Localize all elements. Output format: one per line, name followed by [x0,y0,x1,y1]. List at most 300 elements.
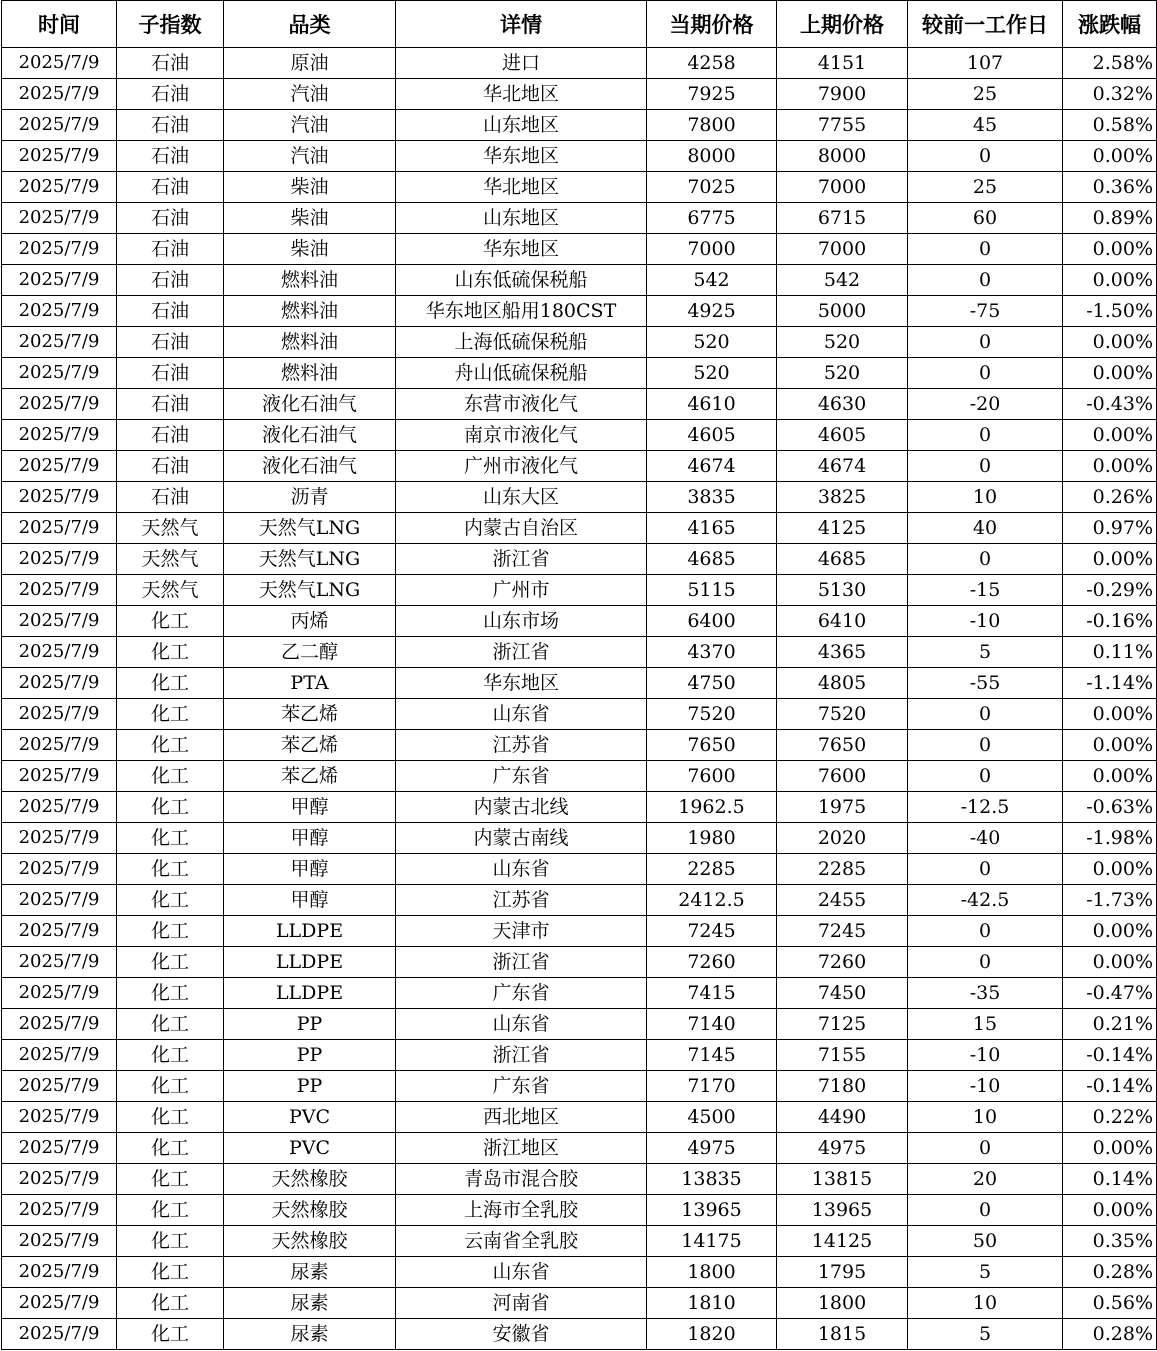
cell-previous-price: 13965 [777,1195,908,1226]
cell-change-pct: 0.00% [1063,761,1157,792]
cell-detail: 江苏省 [396,885,647,916]
cell-sub-index: 化工 [117,885,224,916]
cell-time: 2025/7/9 [2,1288,117,1319]
cell-change: -10 [908,1071,1063,1102]
header-detail: 详情 [396,1,647,48]
cell-sub-index: 石油 [117,234,224,265]
cell-change: 0 [908,761,1063,792]
cell-time: 2025/7/9 [2,885,117,916]
cell-change-pct: 0.56% [1063,1288,1157,1319]
table-row [2,389,1157,420]
table-row [2,1195,1157,1226]
cell-detail: 广东省 [396,978,647,1009]
cell-previous-price: 7125 [777,1009,908,1040]
table-row [2,668,1157,699]
table-row [2,792,1157,823]
cell-change-pct: 0.00% [1063,947,1157,978]
cell-category: 燃料油 [224,358,396,389]
cell-change-pct: 0.28% [1063,1319,1157,1350]
cell-detail: 浙江省 [396,544,647,575]
cell-detail: 天津市 [396,916,647,947]
cell-change-pct: 0.97% [1063,513,1157,544]
table-row [2,482,1157,513]
table-row [2,234,1157,265]
cell-previous-price: 4365 [777,637,908,668]
cell-sub-index: 石油 [117,451,224,482]
cell-change: 20 [908,1164,1063,1195]
cell-time: 2025/7/9 [2,141,117,172]
cell-change-pct: 0.00% [1063,451,1157,482]
cell-sub-index: 化工 [117,606,224,637]
cell-sub-index: 化工 [117,637,224,668]
cell-category: 液化石油气 [224,451,396,482]
cell-category: 天然气LNG [224,544,396,575]
cell-previous-price: 6410 [777,606,908,637]
cell-sub-index: 石油 [117,172,224,203]
cell-time: 2025/7/9 [2,668,117,699]
header-sub-index: 子指数 [117,1,224,48]
table-row [2,1319,1157,1350]
cell-change-pct: -0.14% [1063,1040,1157,1071]
cell-detail: 华东地区船用180CST [396,296,647,327]
cell-current-price: 1980 [647,823,777,854]
cell-time: 2025/7/9 [2,947,117,978]
cell-sub-index: 石油 [117,327,224,358]
cell-change: 5 [908,1257,1063,1288]
cell-previous-price: 3825 [777,482,908,513]
cell-category: 燃料油 [224,296,396,327]
cell-category: PP [224,1040,396,1071]
table-row [2,110,1157,141]
cell-sub-index: 石油 [117,265,224,296]
cell-time: 2025/7/9 [2,482,117,513]
table-row [2,203,1157,234]
cell-sub-index: 化工 [117,1133,224,1164]
cell-change-pct: 0.89% [1063,203,1157,234]
cell-time: 2025/7/9 [2,699,117,730]
cell-category: 丙烯 [224,606,396,637]
cell-current-price: 7145 [647,1040,777,1071]
cell-detail: 内蒙古北线 [396,792,647,823]
table-row [2,1133,1157,1164]
cell-change: 0 [908,451,1063,482]
cell-time: 2025/7/9 [2,761,117,792]
table-row [2,513,1157,544]
table-row [2,544,1157,575]
cell-change: 0 [908,358,1063,389]
cell-time: 2025/7/9 [2,358,117,389]
cell-previous-price: 4630 [777,389,908,420]
cell-previous-price: 4674 [777,451,908,482]
cell-category: 天然橡胶 [224,1226,396,1257]
cell-detail: 山东省 [396,854,647,885]
cell-detail: 安徽省 [396,1319,647,1350]
cell-sub-index: 化工 [117,1226,224,1257]
cell-previous-price: 7000 [777,172,908,203]
cell-previous-price: 5000 [777,296,908,327]
cell-time: 2025/7/9 [2,1040,117,1071]
cell-time: 2025/7/9 [2,978,117,1009]
cell-current-price: 542 [647,265,777,296]
cell-sub-index: 化工 [117,1195,224,1226]
cell-sub-index: 化工 [117,823,224,854]
cell-previous-price: 2455 [777,885,908,916]
cell-change: 0 [908,327,1063,358]
cell-change-pct: 0.00% [1063,730,1157,761]
cell-previous-price: 8000 [777,141,908,172]
table-row [2,699,1157,730]
cell-change: -40 [908,823,1063,854]
header-change: 较前一工作日 [908,1,1063,48]
cell-detail: 广州市 [396,575,647,606]
cell-previous-price: 520 [777,358,908,389]
cell-previous-price: 7155 [777,1040,908,1071]
cell-change-pct: 0.26% [1063,482,1157,513]
cell-change: 25 [908,79,1063,110]
cell-detail: 广东省 [396,1071,647,1102]
cell-detail: 山东省 [396,1257,647,1288]
cell-category: 甲醇 [224,885,396,916]
cell-current-price: 7600 [647,761,777,792]
cell-time: 2025/7/9 [2,1319,117,1350]
cell-time: 2025/7/9 [2,451,117,482]
cell-change-pct: 0.00% [1063,1195,1157,1226]
cell-previous-price: 4975 [777,1133,908,1164]
cell-detail: 广东省 [396,761,647,792]
cell-detail: 舟山低硫保税船 [396,358,647,389]
cell-previous-price: 4151 [777,48,908,79]
cell-change-pct: 0.58% [1063,110,1157,141]
cell-sub-index: 石油 [117,110,224,141]
cell-time: 2025/7/9 [2,606,117,637]
cell-detail: 山东大区 [396,482,647,513]
cell-change: 60 [908,203,1063,234]
cell-detail: 南京市液化气 [396,420,647,451]
cell-time: 2025/7/9 [2,513,117,544]
cell-time: 2025/7/9 [2,265,117,296]
cell-time: 2025/7/9 [2,792,117,823]
cell-detail: 河南省 [396,1288,647,1319]
cell-change: 0 [908,1195,1063,1226]
table-row [2,1226,1157,1257]
cell-change-pct: 0.36% [1063,172,1157,203]
cell-category: PVC [224,1102,396,1133]
cell-previous-price: 5130 [777,575,908,606]
cell-sub-index: 石油 [117,420,224,451]
cell-change-pct: -0.43% [1063,389,1157,420]
cell-change: 0 [908,730,1063,761]
cell-current-price: 1820 [647,1319,777,1350]
cell-time: 2025/7/9 [2,1071,117,1102]
cell-change-pct: -0.29% [1063,575,1157,606]
cell-change: -10 [908,606,1063,637]
table-row [2,1288,1157,1319]
cell-current-price: 4605 [647,420,777,451]
cell-time: 2025/7/9 [2,48,117,79]
cell-change-pct: 0.14% [1063,1164,1157,1195]
cell-time: 2025/7/9 [2,1164,117,1195]
cell-time: 2025/7/9 [2,1009,117,1040]
cell-change: 10 [908,1288,1063,1319]
table-row [2,172,1157,203]
table-row [2,885,1157,916]
cell-change-pct: -0.16% [1063,606,1157,637]
table-row [2,1071,1157,1102]
cell-current-price: 7415 [647,978,777,1009]
cell-time: 2025/7/9 [2,854,117,885]
cell-sub-index: 化工 [117,1257,224,1288]
cell-category: 天然气LNG [224,513,396,544]
cell-change: 0 [908,265,1063,296]
cell-detail: 青岛市混合胶 [396,1164,647,1195]
cell-change: -10 [908,1040,1063,1071]
cell-previous-price: 7650 [777,730,908,761]
cell-change: -15 [908,575,1063,606]
cell-current-price: 4165 [647,513,777,544]
cell-category: 天然气LNG [224,575,396,606]
cell-detail: 浙江省 [396,1040,647,1071]
cell-current-price: 13965 [647,1195,777,1226]
cell-detail: 山东低硫保税船 [396,265,647,296]
cell-change-pct: -1.73% [1063,885,1157,916]
cell-previous-price: 7260 [777,947,908,978]
cell-sub-index: 石油 [117,358,224,389]
cell-previous-price: 7245 [777,916,908,947]
cell-current-price: 7245 [647,916,777,947]
cell-time: 2025/7/9 [2,1226,117,1257]
cell-detail: 内蒙古南线 [396,823,647,854]
cell-time: 2025/7/9 [2,730,117,761]
cell-previous-price: 542 [777,265,908,296]
cell-current-price: 5115 [647,575,777,606]
cell-change-pct: -1.14% [1063,668,1157,699]
cell-change: 5 [908,1319,1063,1350]
cell-current-price: 7800 [647,110,777,141]
cell-current-price: 4370 [647,637,777,668]
cell-time: 2025/7/9 [2,79,117,110]
table-row [2,358,1157,389]
cell-category: 沥青 [224,482,396,513]
cell-category: 燃料油 [224,327,396,358]
cell-previous-price: 4685 [777,544,908,575]
cell-change-pct: 0.00% [1063,699,1157,730]
cell-detail: 华东地区 [396,668,647,699]
cell-change: -55 [908,668,1063,699]
cell-sub-index: 化工 [117,1319,224,1350]
cell-change-pct: 0.00% [1063,916,1157,947]
cell-category: 甲醇 [224,823,396,854]
cell-change-pct: 0.00% [1063,420,1157,451]
table-row [2,141,1157,172]
cell-previous-price: 1795 [777,1257,908,1288]
cell-change: 15 [908,1009,1063,1040]
cell-change-pct: 0.32% [1063,79,1157,110]
cell-category: 液化石油气 [224,389,396,420]
cell-time: 2025/7/9 [2,637,117,668]
cell-category: 乙二醇 [224,637,396,668]
cell-change: 45 [908,110,1063,141]
cell-sub-index: 化工 [117,699,224,730]
cell-change: 10 [908,482,1063,513]
cell-current-price: 4975 [647,1133,777,1164]
cell-detail: 进口 [396,48,647,79]
header-time: 时间 [2,1,117,48]
cell-sub-index: 天然气 [117,575,224,606]
cell-previous-price: 2020 [777,823,908,854]
cell-change: 0 [908,1133,1063,1164]
cell-change-pct: 0.00% [1063,141,1157,172]
header-row [2,1,1157,48]
cell-current-price: 7170 [647,1071,777,1102]
cell-change-pct: 0.22% [1063,1102,1157,1133]
cell-change: 0 [908,544,1063,575]
cell-change: -12.5 [908,792,1063,823]
cell-sub-index: 化工 [117,1102,224,1133]
cell-sub-index: 化工 [117,1040,224,1071]
cell-previous-price: 4490 [777,1102,908,1133]
cell-change-pct: 0.00% [1063,265,1157,296]
cell-change: 50 [908,1226,1063,1257]
cell-time: 2025/7/9 [2,296,117,327]
cell-time: 2025/7/9 [2,1102,117,1133]
cell-current-price: 7650 [647,730,777,761]
cell-change-pct: 0.28% [1063,1257,1157,1288]
cell-category: 柴油 [224,172,396,203]
table-row [2,916,1157,947]
cell-category: 汽油 [224,110,396,141]
cell-detail: 华北地区 [396,79,647,110]
cell-previous-price: 4605 [777,420,908,451]
cell-detail: 浙江地区 [396,1133,647,1164]
cell-detail: 山东市场 [396,606,647,637]
cell-current-price: 4258 [647,48,777,79]
cell-change: -20 [908,389,1063,420]
cell-time: 2025/7/9 [2,389,117,420]
cell-previous-price: 4805 [777,668,908,699]
cell-change-pct: -0.14% [1063,1071,1157,1102]
cell-previous-price: 1800 [777,1288,908,1319]
cell-previous-price: 7755 [777,110,908,141]
cell-sub-index: 化工 [117,854,224,885]
cell-change: 0 [908,854,1063,885]
cell-change: 0 [908,699,1063,730]
cell-current-price: 1800 [647,1257,777,1288]
table-header [2,1,1157,48]
table-row [2,730,1157,761]
table-row [2,1040,1157,1071]
cell-previous-price: 1975 [777,792,908,823]
table-body [2,48,1157,1350]
cell-category: PTA [224,668,396,699]
cell-time: 2025/7/9 [2,1133,117,1164]
cell-current-price: 7140 [647,1009,777,1040]
cell-sub-index: 石油 [117,203,224,234]
cell-time: 2025/7/9 [2,234,117,265]
cell-detail: 浙江省 [396,947,647,978]
table-row [2,761,1157,792]
cell-change-pct: -0.63% [1063,792,1157,823]
cell-change-pct: 0.00% [1063,234,1157,265]
cell-previous-price: 7900 [777,79,908,110]
cell-previous-price: 1815 [777,1319,908,1350]
cell-sub-index: 化工 [117,978,224,1009]
cell-time: 2025/7/9 [2,110,117,141]
cell-sub-index: 化工 [117,1071,224,1102]
cell-current-price: 4750 [647,668,777,699]
table-row [2,1257,1157,1288]
header-current-price: 当期价格 [647,1,777,48]
cell-detail: 东营市液化气 [396,389,647,420]
table-row [2,947,1157,978]
cell-category: 汽油 [224,79,396,110]
cell-category: 尿素 [224,1257,396,1288]
cell-change-pct: -1.50% [1063,296,1157,327]
cell-change-pct: 0.00% [1063,544,1157,575]
cell-previous-price: 4125 [777,513,908,544]
cell-current-price: 2285 [647,854,777,885]
cell-category: PVC [224,1133,396,1164]
table-row [2,79,1157,110]
cell-change-pct: 0.00% [1063,854,1157,885]
cell-current-price: 4610 [647,389,777,420]
cell-detail: 云南省全乳胶 [396,1226,647,1257]
cell-current-price: 13835 [647,1164,777,1195]
cell-previous-price: 7600 [777,761,908,792]
cell-current-price: 7025 [647,172,777,203]
cell-detail: 华东地区 [396,141,647,172]
cell-change: 5 [908,637,1063,668]
table-row [2,1009,1157,1040]
cell-change-pct: 0.11% [1063,637,1157,668]
cell-previous-price: 7000 [777,234,908,265]
cell-previous-price: 7180 [777,1071,908,1102]
cell-change-pct: -0.47% [1063,978,1157,1009]
cell-category: 甲醇 [224,792,396,823]
cell-detail: 山东省 [396,1009,647,1040]
cell-current-price: 4674 [647,451,777,482]
cell-change: 0 [908,234,1063,265]
cell-change: 25 [908,172,1063,203]
cell-change-pct: -1.98% [1063,823,1157,854]
cell-category: 苯乙烯 [224,761,396,792]
table-row [2,1102,1157,1133]
cell-current-price: 4500 [647,1102,777,1133]
cell-current-price: 6775 [647,203,777,234]
cell-time: 2025/7/9 [2,420,117,451]
cell-change: 107 [908,48,1063,79]
cell-detail: 上海市全乳胶 [396,1195,647,1226]
cell-sub-index: 天然气 [117,544,224,575]
cell-time: 2025/7/9 [2,575,117,606]
cell-change: -35 [908,978,1063,1009]
cell-current-price: 520 [647,358,777,389]
cell-detail: 华北地区 [396,172,647,203]
cell-time: 2025/7/9 [2,327,117,358]
cell-category: 燃料油 [224,265,396,296]
cell-change-pct: 0.00% [1063,327,1157,358]
cell-category: PP [224,1009,396,1040]
cell-time: 2025/7/9 [2,172,117,203]
cell-previous-price: 6715 [777,203,908,234]
cell-change: 0 [908,420,1063,451]
cell-change-pct: 0.00% [1063,358,1157,389]
cell-current-price: 2412.5 [647,885,777,916]
cell-current-price: 520 [647,327,777,358]
cell-change: 0 [908,916,1063,947]
cell-category: 汽油 [224,141,396,172]
cell-sub-index: 化工 [117,1164,224,1195]
cell-category: 尿素 [224,1319,396,1350]
